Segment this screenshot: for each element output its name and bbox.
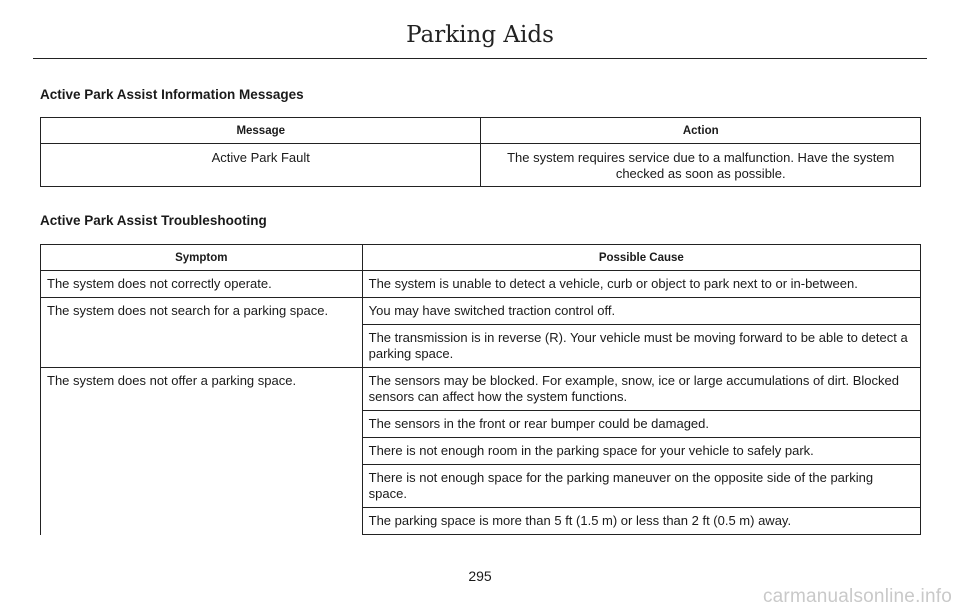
symptom-cell: The system does not search for a parking space. [41, 298, 363, 368]
table-row [41, 271, 921, 298]
symptom-cell: The system does not offer a parking space. [41, 368, 363, 535]
page-number: 295 [468, 568, 492, 584]
troubleshooting-table [40, 244, 921, 535]
cause-cell: The sensors in the front or rear bumper could be damaged. [362, 411, 920, 438]
message-cell: Active Park Fault [41, 144, 481, 187]
cause-cell: The sensors may be blocked. For example, snow, ice or large accumulations of dirt. Blocked sensors can affect how the system functions. [362, 368, 920, 411]
column-header-possible-cause: Possible Cause [362, 245, 920, 271]
cause-cell: The parking space is more than 5 ft (1.5 m) or less than 2 ft (0.5 m) away. [362, 508, 920, 535]
table-row [41, 368, 921, 411]
cause-cell: The system is unable to detect a vehicle, curb or object to park next to or in-between. [362, 271, 920, 298]
watermark: carmanualsonline.info [762, 586, 952, 607]
column-header-action: Action [481, 118, 921, 144]
messages-table-header [41, 118, 921, 144]
symptom-cell: The system does not correctly operate. [41, 271, 363, 298]
table-row [41, 144, 921, 187]
cause-cell: The transmission is in reverse (R). Your vehicle must be moving forward to be able to detect a parking space. [362, 325, 920, 368]
column-header-symptom: Symptom [41, 245, 363, 271]
table-row [41, 298, 921, 325]
cause-cell: There is not enough room in the parking space for your vehicle to safely park. [362, 438, 920, 465]
cause-cell: There is not enough space for the parking maneuver on the opposite side of the parking space. [362, 465, 920, 508]
column-header-message: Message [41, 118, 481, 144]
header-divider [33, 58, 927, 59]
messages-section-title: Active Park Assist Information Messages [40, 87, 304, 102]
troubleshooting-section-title: Active Park Assist Troubleshooting [40, 213, 267, 228]
cause-cell: You may have switched traction control off. [362, 298, 920, 325]
action-cell: The system requires service due to a malfunction. Have the system checked as soon as possible. [481, 144, 921, 187]
page-header: Parking Aids [406, 22, 554, 48]
troubleshooting-table-header [41, 245, 921, 271]
messages-table [40, 117, 921, 187]
